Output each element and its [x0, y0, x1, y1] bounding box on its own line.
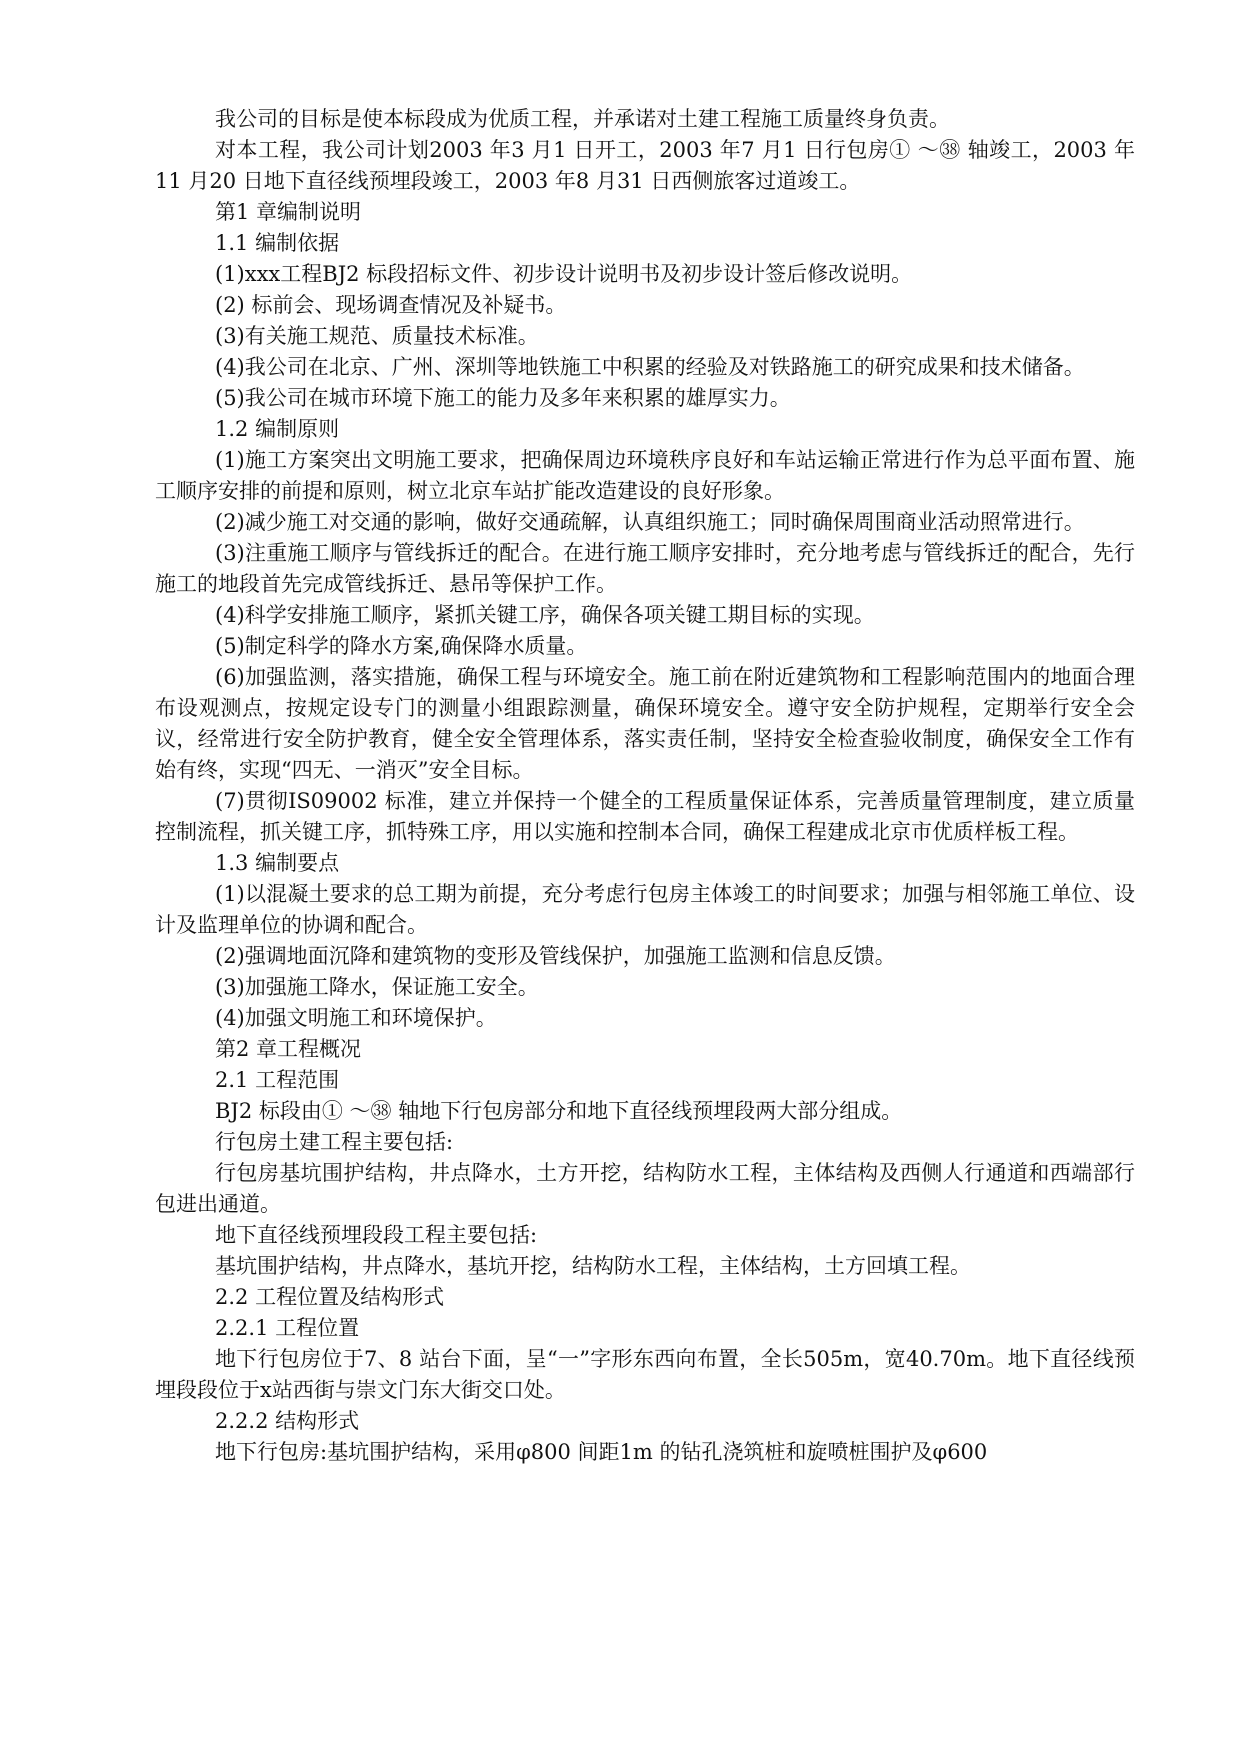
paragraph-baggage-intro: 行包房土建工程主要包括: — [215, 1130, 454, 1154]
list-item-principle-7: (7)贯彻IS09002 标准，建立并保持一个健全的工程质量保证体系，完善质量管理制度，建立质量控制流程，抓关键工序，抓特殊工序，用以实施和控制本合同，确保工程建成北京市优质样板工程。 — [155, 789, 1135, 844]
heading-2-2-1: 2.2.1 工程位置 — [215, 1316, 360, 1340]
heading-2-2-2: 2.2.2 结构形式 — [215, 1409, 360, 1433]
paragraph-structure: 地下行包房:基坑围护结构，采用φ800 间距1m 的钻孔浇筑桩和旋喷桩围护及φ600 — [215, 1440, 988, 1464]
paragraph-scope: BJ2 标段由① ～㊳ 轴地下行包房部分和地下直径线预埋段两大部分组成。 — [215, 1099, 903, 1123]
list-item-principle-2: (2)减少施工对交通的影响，做好交通疏解，认真组织施工；同时确保周围商业活动照常进行。 — [215, 510, 1085, 534]
list-item-keypoint-4: (4)加强文明施工和环境保护。 — [215, 1006, 497, 1030]
heading-2-2: 2.2 工程位置及结构形式 — [215, 1285, 445, 1309]
heading-chapter-1: 第1 章编制说明 — [215, 200, 362, 224]
paragraph-schedule: 对本工程，我公司计划2003 年3 月1 日开工，2003 年7 月1 日行包房① ～㊳ 轴竣工，2003 年11 月20 日地下直径线预埋段竣工，2003 年8 月31 日西侧旅客过道竣工。 — [155, 138, 1135, 193]
list-item-principle-5: (5)制定科学的降水方案,确保降水质量。 — [215, 634, 588, 658]
list-item-principle-4: (4)科学安排施工顺序，紧抓关键工序，确保各项关键工期目标的实现。 — [215, 603, 875, 627]
heading-2-1: 2.1 工程范围 — [215, 1068, 340, 1092]
list-item-keypoint-2: (2)强调地面沉降和建筑物的变形及管线保护，加强施工监测和信息反馈。 — [215, 944, 896, 968]
list-item-basis-5: (5)我公司在城市环境下施工的能力及多年来积累的雄厚实力。 — [215, 386, 791, 410]
heading-1-3: 1.3 编制要点 — [215, 851, 340, 875]
document-body — [155, 104, 1135, 1468]
list-item-basis-2: (2) 标前会、现场调查情况及补疑书。 — [215, 293, 567, 317]
list-item-principle-1: (1)施工方案突出文明施工要求，把确保周边环境秩序良好和车站运输正常进行作为总平面布置、施工顺序安排的前提和原则，树立北京车站扩能改造建设的良好形象。 — [155, 448, 1135, 503]
paragraph-location: 地下行包房位于7、8 站台下面，呈“一”字形东西向布置，全长505m，宽40.70m。地下直径线预埋段段位于x站西街与崇文门东大街交口处。 — [155, 1347, 1135, 1402]
paragraph-diameter-items: 基坑围护结构，井点降水，基坑开挖，结构防水工程，主体结构，土方回填工程。 — [215, 1254, 971, 1278]
heading-1-2: 1.2 编制原则 — [215, 417, 340, 441]
list-item-basis-3: (3)有关施工规范、质量技术标准。 — [215, 324, 539, 348]
heading-1-1: 1.1 编制依据 — [215, 231, 340, 255]
heading-chapter-2: 第2 章工程概况 — [215, 1037, 362, 1061]
paragraph-quality-goal: 我公司的目标是使本标段成为优质工程，并承诺对土建工程施工质量终身负责。 — [215, 107, 950, 131]
list-item-basis-1: (1)xxx工程BJ2 标段招标文件、初步设计说明书及初步设计签后修改说明。 — [215, 262, 913, 286]
list-item-keypoint-3: (3)加强施工降水，保证施工安全。 — [215, 975, 539, 999]
paragraph-baggage-items: 行包房基坑围护结构，井点降水，土方开挖，结构防水工程，主体结构及西侧人行通道和西端部行包进出通道。 — [155, 1161, 1135, 1216]
list-item-basis-4: (4)我公司在北京、广州、深圳等地铁施工中积累的经验及对铁路施工的研究成果和技术储备。 — [215, 355, 1085, 379]
list-item-principle-6: (6)加强监测，落实措施，确保工程与环境安全。施工前在附近建筑物和工程影响范围内的地面合理布设观测点，按规定设专门的测量小组跟踪测量，确保环境安全。遵守安全防护规程，定期举行安全会议，经常进行安全防护教育，健全安全管理体系，落实责任制，坚持安全检查验收制度，确保安全工作有始有终，实现“四无、一消灭”安全目标。 — [155, 665, 1135, 782]
paragraph-diameter-intro: 地下直径线预埋段段工程主要包括: — [215, 1223, 538, 1247]
list-item-principle-3: (3)注重施工顺序与管线拆迁的配合。在进行施工顺序安排时，充分地考虑与管线拆迁的配合，先行施工的地段首先完成管线拆迁、悬吊等保护工作。 — [155, 541, 1135, 596]
list-item-keypoint-1: (1)以混凝土要求的总工期为前提，充分考虑行包房主体竣工的时间要求；加强与相邻施工单位、设计及监理单位的协调和配合。 — [155, 882, 1135, 937]
